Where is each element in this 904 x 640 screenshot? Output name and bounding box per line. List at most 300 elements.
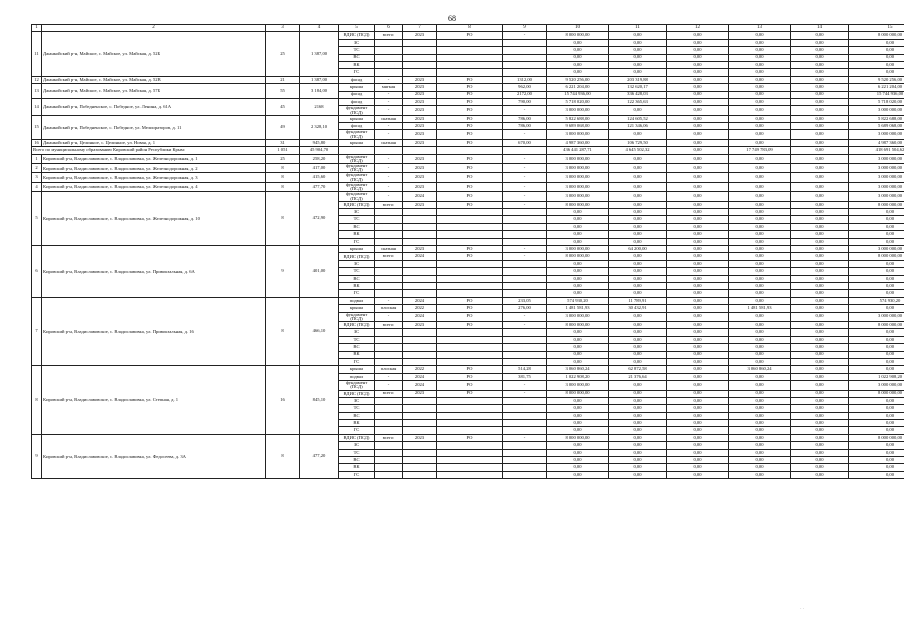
subsystem-cell: ТС: [339, 449, 375, 456]
table-cell: 0,00: [667, 275, 729, 282]
table-cell: 0,00: [791, 223, 849, 230]
table-cell: 0,00: [667, 47, 729, 54]
area-cell: 3 184,00: [300, 84, 339, 99]
amount-cell: 8 000 000,00: [849, 201, 904, 208]
year-cell: 2024: [403, 253, 437, 260]
amount-cell: 0,00: [791, 32, 849, 39]
table-cell: [403, 464, 437, 471]
year-cell: 2023: [403, 32, 437, 39]
cost-cell: 3 000 000,00: [547, 182, 609, 191]
total-cell: 4 645 502,32: [609, 147, 667, 154]
table-cell: [503, 238, 547, 245]
table-cell: [375, 397, 403, 404]
amount-cell: 0,00: [849, 305, 904, 312]
work-subtype-cell: -: [375, 164, 403, 173]
work-type-cell: ВДИС (ПСД): [339, 321, 375, 328]
table-cell: 0,00: [667, 260, 729, 267]
amount-cell: 0,00: [667, 115, 729, 122]
year-cell: 2023: [403, 106, 437, 115]
amount-cell: 0,00: [667, 201, 729, 208]
table-cell: 0,00: [609, 260, 667, 267]
amount-cell: 8 000 000,00: [849, 253, 904, 260]
row-number: 13: [32, 84, 42, 99]
table-cell: 0,00: [667, 336, 729, 343]
table-cell: 0,00: [667, 471, 729, 478]
volume-cell: 381,75: [503, 373, 547, 380]
amount-cell: 0,00: [729, 253, 791, 260]
amount-cell: 0,00: [729, 201, 791, 208]
table-cell: [503, 268, 547, 275]
table-cell: [503, 54, 547, 61]
table-cell: 0,00: [547, 358, 609, 365]
table-cell: 0,00: [849, 471, 904, 478]
year-cell: 2023: [403, 130, 437, 139]
table-cell: [375, 290, 403, 297]
table-cell: 0,00: [849, 412, 904, 419]
table-cell: [375, 336, 403, 343]
table-cell: [403, 442, 437, 449]
amount-cell: 0,00: [667, 246, 729, 253]
table-cell: 0,00: [609, 223, 667, 230]
work-subtype-cell: мягкая: [375, 84, 403, 91]
subsystem-cell: ТС: [339, 268, 375, 275]
amount-cell: 0,00: [609, 390, 667, 397]
table-cell: 0,00: [667, 39, 729, 46]
table-cell: 0,00: [667, 54, 729, 61]
table-cell: [437, 449, 503, 456]
subsystem-cell: ВК: [339, 464, 375, 471]
table-cell: [437, 238, 503, 245]
table-cell: 0,00: [849, 449, 904, 456]
amount-cell: 8 000 000,00: [849, 434, 904, 441]
amount-cell: 3 060 860,24: [729, 366, 791, 373]
volume-cell: 1312,00: [503, 76, 547, 83]
year-cell: 2023: [403, 201, 437, 208]
cost-cell: 3 000 000,00: [547, 164, 609, 173]
source-cell: РО: [437, 98, 503, 105]
table-cell: 0,00: [729, 238, 791, 245]
amount-cell: 336 428,03: [609, 91, 667, 98]
table-cell: [437, 223, 503, 230]
table-cell: [503, 471, 547, 478]
amount-cell: 30 432,91: [609, 305, 667, 312]
amount-cell: 106 729,50: [609, 139, 667, 146]
subsystem-cell: ВС: [339, 54, 375, 61]
amount-cell: 62 872,58: [609, 366, 667, 373]
amount-cell: 15 744 936,00: [849, 91, 904, 98]
table-cell: [437, 464, 503, 471]
table-cell: [437, 405, 503, 412]
area-cell: 258,20: [300, 154, 339, 163]
amount-cell: 3 000 000,00: [849, 154, 904, 163]
amount-cell: 0,00: [667, 164, 729, 173]
subsystem-cell: ГС: [339, 358, 375, 365]
area-cell: 2168: [300, 98, 339, 115]
table-cell: [375, 216, 403, 223]
subsystem-cell: ТС: [339, 216, 375, 223]
subsystem-cell: ГС: [339, 471, 375, 478]
address-cell: Кировский р-н, Владиславовское, с. Владиславовка, ул. Железнодорожная, д. 1: [42, 154, 266, 163]
amount-cell: 0,00: [791, 76, 849, 83]
work-subtype-cell: -: [375, 182, 403, 191]
table-cell: [403, 209, 437, 216]
source-cell: РО: [437, 253, 503, 260]
total-label: Всего по муниципальному образованию Кировский район Республики Крым:: [32, 147, 266, 154]
row-number: 1: [32, 154, 42, 163]
table-cell: 0,00: [791, 275, 849, 282]
work-type-cell: крыша: [339, 115, 375, 122]
table-cell: 0,00: [849, 397, 904, 404]
subsystem-cell: ВК: [339, 351, 375, 358]
table-cell: [503, 216, 547, 223]
table-cell: 0,00: [729, 216, 791, 223]
table-cell: [503, 427, 547, 434]
table-cell: [375, 275, 403, 282]
table-cell: 0,00: [609, 47, 667, 54]
table-cell: [375, 54, 403, 61]
table-cell: 0,00: [609, 412, 667, 419]
table-cell: [503, 260, 547, 267]
cost-cell: 6 221 204,00: [547, 84, 609, 91]
table-cell: [403, 290, 437, 297]
cost-cell: 3 000 000,00: [547, 192, 609, 201]
table-cell: [403, 329, 437, 336]
address-cell: Джанкойский р-н, Целинное, с. Целинное, ул. Новая, д. 1: [42, 139, 266, 146]
table-cell: [403, 283, 437, 290]
amount-cell: 0,00: [729, 173, 791, 182]
residents-cell: 25: [266, 154, 300, 163]
table-cell: 0,00: [791, 442, 849, 449]
cost-cell: 8 000 000,00: [547, 434, 609, 441]
table-cell: 0,00: [609, 358, 667, 365]
amount-cell: 0,00: [667, 32, 729, 39]
area-cell: 945,80: [300, 139, 339, 146]
address-cell: Кировский р-н, Владиславовское, с. Владиславовка, ул. Железнодорожная, д. 2: [42, 164, 266, 173]
amount-cell: 8 000 000,00: [849, 32, 904, 39]
table-row: [32, 246, 904, 253]
table-cell: [403, 61, 437, 68]
table-row: [32, 192, 904, 201]
table-cell: [403, 39, 437, 46]
table-cell: 0,00: [667, 61, 729, 68]
table-cell: [503, 397, 547, 404]
amount-cell: 3 000 000,00: [849, 164, 904, 173]
column-header: 9: [503, 25, 547, 32]
amount-cell: 3 000 000,00: [849, 381, 904, 390]
table-cell: 0,00: [791, 336, 849, 343]
address-cell: Кировский р-н, Владиславовское, с. Владиславовка, ул. Железнодорожная, д. 10: [42, 192, 266, 246]
table-cell: 0,00: [667, 420, 729, 427]
volume-cell: -: [503, 434, 547, 441]
work-subtype-cell: всего:: [375, 201, 403, 208]
subsystem-cell: ГС: [339, 69, 375, 76]
amount-cell: 0,00: [609, 434, 667, 441]
total-cell: 0,00: [667, 147, 729, 154]
amount-cell: 0,00: [609, 164, 667, 173]
work-type-cell: ВДИС (ПСД): [339, 390, 375, 397]
table-cell: 0,00: [849, 420, 904, 427]
amount-cell: 5 718 020,00: [849, 98, 904, 105]
amount-cell: 3 000 000,00: [849, 246, 904, 253]
table-cell: 0,00: [791, 457, 849, 464]
table-cell: [375, 39, 403, 46]
residents-cell: 31: [266, 139, 300, 146]
work-subtype-cell: -: [375, 91, 403, 98]
subsystem-cell: ВК: [339, 231, 375, 238]
amount-cell: 0,00: [791, 321, 849, 328]
amount-cell: 0,00: [667, 91, 729, 98]
table-cell: [403, 457, 437, 464]
table-cell: 0,00: [729, 260, 791, 267]
table-cell: 0,00: [849, 275, 904, 282]
cost-cell: 3 000 000,00: [547, 154, 609, 163]
table-row: [32, 173, 904, 182]
table-cell: [375, 344, 403, 351]
volume-cell: 670,00: [503, 139, 547, 146]
table-cell: 0,00: [791, 449, 849, 456]
subsystem-cell: ВК: [339, 420, 375, 427]
table-cell: [375, 283, 403, 290]
table-cell: 0,00: [729, 54, 791, 61]
address-cell: Кировский р-н, Владиславовское, с. Владиславовка, ул. Федосеева, д. 3А: [42, 434, 266, 478]
amount-cell: 3 000 000,00: [849, 182, 904, 191]
table-cell: [437, 442, 503, 449]
row-number: 9: [32, 434, 42, 478]
table-cell: [375, 449, 403, 456]
work-type-cell: ВДИС (ПСД): [339, 434, 375, 441]
table-cell: [375, 147, 403, 154]
residents-cell: 8: [266, 182, 300, 191]
subsystem-cell: ТС: [339, 336, 375, 343]
table-cell: 0,00: [791, 260, 849, 267]
table-cell: 0,00: [547, 268, 609, 275]
volume-cell: -: [503, 164, 547, 173]
table-cell: 0,00: [609, 442, 667, 449]
amount-cell: 5 689 068,00: [849, 123, 904, 130]
source-cell: РО: [437, 123, 503, 130]
table-cell: 0,00: [791, 329, 849, 336]
table-cell: 0,00: [849, 283, 904, 290]
amount-cell: 0,00: [609, 201, 667, 208]
volume-cell: -: [503, 182, 547, 191]
work-subtype-cell: -: [375, 373, 403, 380]
table-cell: [375, 61, 403, 68]
table-cell: 0,00: [849, 223, 904, 230]
table-cell: [403, 268, 437, 275]
table-cell: 0,00: [729, 351, 791, 358]
year-cell: 2023: [403, 139, 437, 146]
cost-cell: 3 060 860,24: [547, 366, 609, 373]
table-cell: [375, 464, 403, 471]
work-type-cell: фундамент (ПСД): [339, 381, 375, 390]
source-cell: РО: [437, 312, 503, 321]
table-cell: 0,00: [547, 427, 609, 434]
table-cell: 0,00: [547, 471, 609, 478]
residents-cell: 8: [266, 173, 300, 182]
row-number: 2: [32, 164, 42, 173]
cost-cell: 3 000 000,00: [547, 173, 609, 182]
subsystem-cell: ЗС: [339, 442, 375, 449]
table-cell: 0,00: [849, 329, 904, 336]
table-cell: 0,00: [791, 358, 849, 365]
total-cell: 436 441 287,71: [547, 147, 609, 154]
table-cell: 0,00: [667, 412, 729, 419]
row-number: 8: [32, 366, 42, 435]
table-cell: [437, 47, 503, 54]
table-cell: [375, 238, 403, 245]
amount-cell: 5 822 688,00: [849, 115, 904, 122]
work-type-cell: ВДИС (ПСД): [339, 201, 375, 208]
table-cell: 0,00: [729, 47, 791, 54]
table-cell: 0,00: [667, 283, 729, 290]
table-cell: 0,00: [791, 69, 849, 76]
address-cell: Джанкойский р-н, Майское, с. Майское, ул. Майская, д. 52В: [42, 76, 266, 83]
amount-cell: 0,00: [791, 91, 849, 98]
table-cell: [503, 231, 547, 238]
table-cell: [503, 290, 547, 297]
table-cell: 0,00: [729, 442, 791, 449]
year-cell: 2023: [403, 123, 437, 130]
amount-cell: 124 605,52: [609, 115, 667, 122]
table-cell: 0,00: [849, 336, 904, 343]
table-row: [32, 98, 904, 105]
volume-cell: -: [503, 246, 547, 253]
amount-cell: 0,00: [609, 253, 667, 260]
subsystem-cell: ВС: [339, 344, 375, 351]
amount-cell: 0,00: [667, 366, 729, 373]
table-cell: 0,00: [849, 216, 904, 223]
amount-cell: 3 000 000,00: [849, 173, 904, 182]
table-cell: [403, 405, 437, 412]
table-cell: 0,00: [667, 329, 729, 336]
amount-cell: 0,00: [667, 84, 729, 91]
table-cell: 0,00: [849, 464, 904, 471]
area-cell: 845,10: [300, 366, 339, 435]
table-cell: [403, 412, 437, 419]
table-cell: 0,00: [729, 223, 791, 230]
table-cell: 0,00: [729, 464, 791, 471]
address-cell: Кировский р-н, Владиславовское, с. Владиславовка, ул. Привокзальная, д. 16: [42, 297, 266, 366]
amount-cell: 0,00: [667, 154, 729, 163]
table-cell: 0,00: [667, 69, 729, 76]
year-cell: 2022: [403, 305, 437, 312]
work-type-cell: фасад: [339, 91, 375, 98]
amount-cell: 0,00: [667, 312, 729, 321]
residents-cell: 55: [266, 84, 300, 99]
amount-cell: 0,00: [791, 164, 849, 173]
work-type-cell: фундамент (ПСД): [339, 154, 375, 163]
cost-cell: 3 000 000,00: [547, 106, 609, 115]
table-cell: 0,00: [667, 397, 729, 404]
work-type-cell: крыша: [339, 84, 375, 91]
cost-cell: 8 000 000,00: [547, 201, 609, 208]
amount-cell: 3 000 000,00: [849, 130, 904, 139]
residents-cell: 16: [266, 366, 300, 435]
volume-cell: 2172,00: [503, 91, 547, 98]
table-cell: 0,00: [849, 238, 904, 245]
table-cell: 0,00: [667, 231, 729, 238]
source-cell: РО: [437, 182, 503, 191]
work-type-cell: фундамент (ПСД): [339, 173, 375, 182]
table-cell: 0,00: [791, 464, 849, 471]
table-cell: [437, 216, 503, 223]
work-subtype-cell: скатная: [375, 246, 403, 253]
table-cell: 0,00: [609, 420, 667, 427]
table-row: [32, 154, 904, 163]
amount-cell: 0,00: [609, 130, 667, 139]
table-cell: [437, 54, 503, 61]
table-cell: 0,00: [791, 427, 849, 434]
table-cell: [503, 223, 547, 230]
amount-cell: 8 000 000,00: [849, 390, 904, 397]
amount-cell: 0,00: [609, 321, 667, 328]
table-cell: [503, 449, 547, 456]
amount-cell: 0,00: [667, 130, 729, 139]
amount-cell: 0,00: [729, 130, 791, 139]
work-type-cell: крыша: [339, 139, 375, 146]
residents-cell: 21: [266, 76, 300, 83]
volume-cell: -: [503, 321, 547, 328]
address-cell: Кировский р-н, Владиславовское, с. Владиславовка, ул. Железнодорожная, д. 3: [42, 173, 266, 182]
subsystem-cell: ВС: [339, 412, 375, 419]
address-cell: Джанкойский р-н, Майское, с. Майское, ул. Майская, д. 57Б: [42, 84, 266, 99]
source-cell: РО: [437, 246, 503, 253]
amount-cell: 0,00: [729, 381, 791, 390]
table-cell: 0,00: [547, 39, 609, 46]
year-cell: 2024: [403, 192, 437, 201]
volume-cell: -: [503, 390, 547, 397]
table-cell: [403, 275, 437, 282]
table-cell: [375, 47, 403, 54]
table-cell: 0,00: [667, 268, 729, 275]
table-cell: [403, 344, 437, 351]
table-cell: 0,00: [609, 216, 667, 223]
table-cell: [437, 69, 503, 76]
table-cell: [503, 329, 547, 336]
table-cell: [437, 457, 503, 464]
table-cell: 0,00: [667, 351, 729, 358]
table-cell: [437, 268, 503, 275]
amount-cell: 0,00: [729, 76, 791, 83]
amount-cell: 0,00: [667, 434, 729, 441]
residents-cell: 49: [266, 115, 300, 139]
table-cell: [403, 216, 437, 223]
table-cell: 0,00: [849, 260, 904, 267]
table-cell: 0,00: [667, 290, 729, 297]
subsystem-cell: ТС: [339, 405, 375, 412]
amount-cell: 0,00: [791, 139, 849, 146]
table-cell: [437, 260, 503, 267]
table-cell: 0,00: [609, 471, 667, 478]
table-cell: 0,00: [729, 412, 791, 419]
table-cell: 0,00: [729, 275, 791, 282]
table-cell: 0,00: [729, 420, 791, 427]
total-cell: 45 904,70: [300, 147, 339, 154]
table-cell: [375, 427, 403, 434]
table-cell: [503, 420, 547, 427]
cost-cell: 1 481 581,93: [547, 305, 609, 312]
table-cell: 0,00: [547, 216, 609, 223]
subsystem-cell: ЗС: [339, 260, 375, 267]
column-header: 13: [729, 25, 791, 32]
work-subtype-cell: -: [375, 123, 403, 130]
source-cell: РО: [437, 192, 503, 201]
work-subtype-cell: всего:: [375, 321, 403, 328]
table-cell: 0,00: [729, 231, 791, 238]
subsystem-cell: ВС: [339, 223, 375, 230]
subsystem-cell: ЗС: [339, 209, 375, 216]
column-header: 3: [266, 25, 300, 32]
